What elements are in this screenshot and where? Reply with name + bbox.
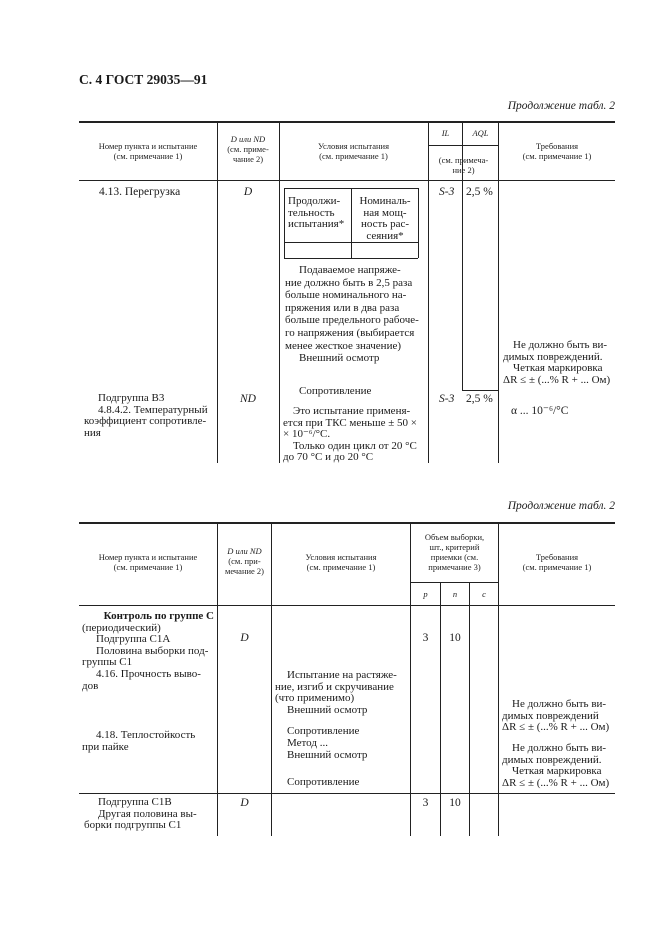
row1-conditions: Подаваемое напряже- ние должно быть в 2,5 раза больше номинального на- пряжения или в два раза больше предельного рабоче- го напряжения (выбирается менее жесткое значение) Внешний осмотр Сопротивление <box>285 264 419 397</box>
row1-item: 4.13. Перегрузка <box>99 186 181 198</box>
t2-row1-item: Контроль по группе С (периодический) Подгруппа С1А Половина выборки под- группы С1 4.16. Прочность выво- дов 4.18. Теплостойкость при пайке <box>82 610 214 753</box>
row2-item: Подгруппа В3 4.8.4.2. Температурный коэффициент сопротивле- ния <box>84 392 208 439</box>
t2-header-n: n <box>452 589 458 599</box>
t2-row1-requirements-2: Не должно быть ви- димых повреждений. Четкая маркировка ΔR ≤ ± (...% R + ... Ом) <box>502 742 610 789</box>
row2-requirements: α ... 10⁻⁶/°С <box>511 405 569 417</box>
page-header: С. 4 ГОСТ 29035—91 <box>79 72 208 87</box>
t2-row2-item: Подгруппа С1В Другая половина вы- борки подгруппы С1 <box>84 796 197 832</box>
header-conditions: Условия испытания (см. примечание 1) <box>317 141 390 161</box>
row2-conditions: Это испытание применя- ется при ТКС меньше ± 50 × × 10⁻⁶/°С. Только один цикл от 20 °С до 70 °С и до 20 °С <box>283 405 417 463</box>
t2-header-conditions: Условия испытания (см. примечание 1) <box>305 552 377 572</box>
t2-row1-requirements-1: Не должно быть ви- димых повреждений ΔR ≤ ± (...% R + ... Ом) <box>502 698 610 734</box>
header-il: IL <box>441 128 450 138</box>
t2-header-requirements: Требования (см. примечание 1) <box>522 552 592 572</box>
t2-header-p: p <box>423 589 428 599</box>
header-d-nd: D или ND (см. приме- чание 2) <box>227 134 269 164</box>
t2-row1-d-nd: D <box>240 632 249 644</box>
t2-row1-conditions: Испытание на растяже- ние, изгиб и скручивание (что применимо) Внешний осмотр Сопротивление Метод ... Внешний осмотр Сопротивление <box>275 669 397 789</box>
header-item: Номер пункта и испытание (см. примечание 1) <box>98 141 198 161</box>
inner-col1-label: Продолжи- тельность испытания* <box>288 195 345 230</box>
row1-requirements: Не должно быть ви- димых повреждений. Четкая маркировка ΔR ≤ ± (...% R + ... Ом) <box>503 339 611 386</box>
continuation-label-1: Продолжение табл. 2 <box>507 100 615 112</box>
t2-row2-d-nd: D <box>240 797 249 809</box>
inner-col2-label: Номиналь- ная мощ- ность рас- сеяния* <box>359 195 411 242</box>
row2-aql: 2,5 % <box>466 393 493 405</box>
continuation-label-2: Продолжение табл. 2 <box>507 500 615 512</box>
row1-aql: 2,5 % <box>466 186 493 198</box>
t2-header-d-nd: D или ND (см. при- мечание 2) <box>224 546 265 576</box>
t2-header-c: c <box>482 589 486 599</box>
row2-d-nd: ND <box>240 393 256 405</box>
header-il-aql-note: (см. примеча- ние 2) <box>438 155 489 175</box>
t2-row1-p: 3 <box>422 632 429 644</box>
t2-row2-n: 10 <box>449 797 461 809</box>
header-requirements: Требования (см. примечание 1) <box>522 141 592 161</box>
row1-il: S-3 <box>439 186 455 198</box>
header-aql: AQL <box>472 128 489 138</box>
row2-il: S-3 <box>439 393 455 405</box>
row1-d-nd: D <box>243 186 253 198</box>
t2-row1-n: 10 <box>449 632 461 644</box>
t2-header-item: Номер пункта и испытание (см. примечание 1) <box>98 552 198 572</box>
t2-row2-p: 3 <box>422 797 429 809</box>
t2-header-sample: Объем выборки, шт., критерий приемки (см. примечание 3) <box>424 532 485 572</box>
